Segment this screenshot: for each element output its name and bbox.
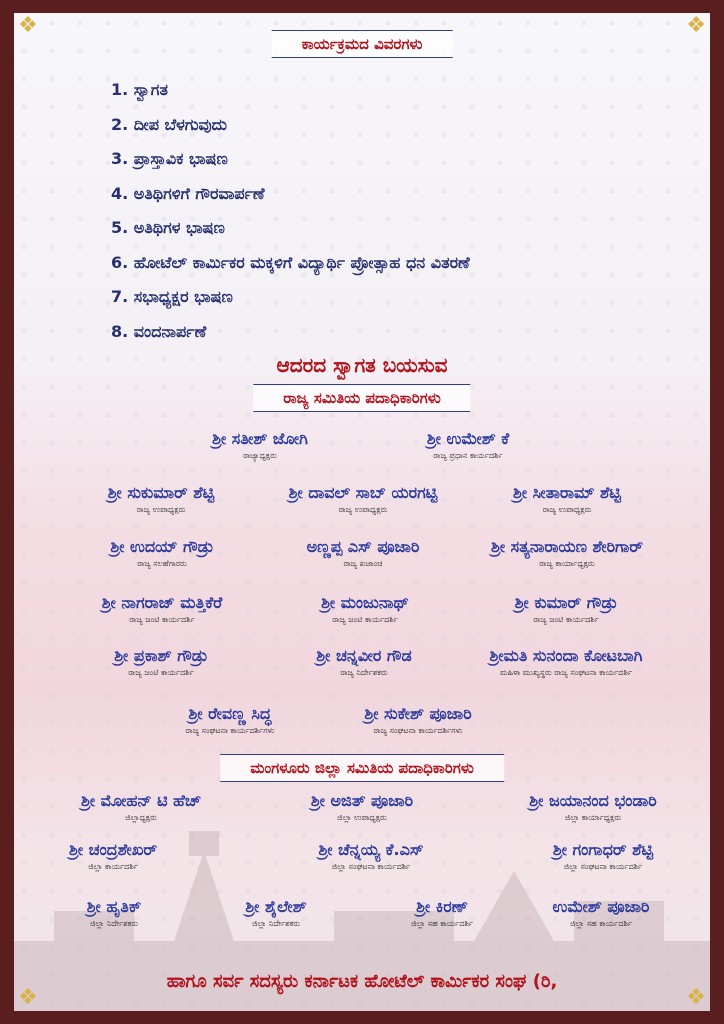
member-role: ರಾಜ್ಯಾಧ್ಯಕ್ಷರು bbox=[243, 451, 277, 460]
program-item: 7. ಸಭಾಧ್ಯಕ್ಷರ ಭಾಷಣ bbox=[111, 287, 233, 306]
member-role: ಜಿಲ್ಲಾ ನಿರ್ದೇಶಕರು bbox=[251, 919, 301, 928]
district-member bbox=[87, 896, 142, 930]
state-member bbox=[515, 592, 618, 626]
member-name: ಶ್ರೀ ದಾವಲ್ ಸಾಬ್ ಯರಗಟ್ಟಿ bbox=[288, 483, 438, 502]
state-committee-heading: ರಾಜ್ಯ ಸಮಿತಿಯ ಪದಾಧಿಕಾರಿಗಳು bbox=[253, 384, 470, 412]
state-member bbox=[307, 536, 420, 570]
member-name: ಶ್ರೀ ಸತೀಶ್ ಜೋಗಿ bbox=[212, 429, 308, 448]
member-role: ರಾಜ್ಯ ಜಂಟಿ ಕಾರ್ಯದರ್ಶಿ bbox=[332, 615, 398, 624]
program-item: 2. ದೀಪ ಬೆಳಗುವುದು bbox=[111, 114, 228, 134]
member-name: ಉಮೇಶ್ ಪೂಜಾರಿ bbox=[552, 897, 650, 916]
district-member bbox=[553, 839, 653, 873]
member-name: ಶ್ರೀ ಚಂದ್ರಶೇಖರ್ bbox=[68, 840, 158, 859]
state-member bbox=[491, 536, 643, 570]
member-name: ಶ್ರೀ ಚನ್ನವೀರ ಗೌಡ bbox=[316, 646, 412, 665]
district-member bbox=[311, 790, 413, 824]
member-name: ಶ್ರೀ ಪ್ರಕಾಶ್ ಗೌಡ್ರು bbox=[114, 646, 208, 665]
state-member bbox=[321, 592, 409, 626]
member-role: ಜಿಲ್ಲಾ ಕಾರ್ಯದರ್ಶಿ bbox=[88, 862, 138, 871]
member-name: ಶ್ರೀ ಜಯಾನಂದ ಭಂಡಾರಿ bbox=[529, 791, 657, 810]
corner-ornament-icon: ❖ bbox=[686, 985, 706, 1010]
member-role: ರಾಜ್ಯ ಉಪಾಧ್ಯಕ್ಷರು bbox=[338, 505, 388, 514]
state-member bbox=[108, 482, 215, 516]
district-member bbox=[245, 896, 306, 930]
invitation-panel bbox=[14, 13, 710, 1011]
program-item: 6. ಹೋಟೆಲ್ ಕಾರ್ಮಿಕರ ಮಕ್ಕಳಿಗೆ ವಿದ್ಯಾರ್ಥಿ ಪ್ರೋತ್ಸಾಹ ಧನ ವಿತರಣೆ bbox=[111, 252, 470, 272]
program-item: 8. ವಂದನಾರ್ಪಣೆ bbox=[111, 321, 207, 341]
member-role: ಜಿಲ್ಲಾ ಸಂಘಟನಾ ಕಾರ್ಯದರ್ಶಿ bbox=[563, 862, 643, 871]
member-name: ಶ್ರೀ ಶೈಲೇಶ್ bbox=[245, 897, 307, 916]
member-name: ಶ್ರೀ ಹೃತಿಕ್ bbox=[86, 897, 142, 916]
member-role: ರಾಜ್ಯ ಪ್ರಧಾನ ಕಾರ್ಯದರ್ಶಿ bbox=[433, 451, 503, 460]
district-member bbox=[529, 790, 656, 824]
member-role: ರಾಜ್ಯ ಜಂಟಿ ಕಾರ್ಯದರ್ಶಿ bbox=[129, 615, 195, 624]
member-role: ರಾಜ್ಯ ಖಜಾಂಚಿ bbox=[343, 559, 383, 568]
member-role: ಜಿಲ್ಲಾ ಕಾರ್ಯಾಧ್ಯಕ್ಷರು bbox=[564, 813, 622, 822]
member-role: ಜಿಲ್ಲಾ ಸಹ ಕಾರ್ಯದರ್ಶಿ bbox=[569, 919, 633, 928]
member-role: ರಾಜ್ಯ ಸಂಘಟನಾ ಕಾರ್ಯದರ್ಶಿಗಳು bbox=[185, 726, 275, 735]
member-role: ರಾಜ್ಯ ಜಂಟಿ ಕಾರ್ಯದರ್ಶಿ bbox=[128, 668, 194, 677]
member-name: ಶ್ರೀ ಉಮೇಶ್ ಕೆ bbox=[426, 429, 510, 448]
member-name: ಅಣ್ಣಪ್ಪ ಎಸ್ ಪೂಜಾರಿ bbox=[306, 537, 420, 556]
district-member bbox=[69, 839, 157, 873]
member-name: ಶ್ರೀ ಸೀತಾರಾಮ್ ಶೆಟ್ಟಿ bbox=[513, 483, 621, 502]
state-member bbox=[212, 428, 308, 462]
member-role: ಮಹಿಳಾ ಮುಖ್ಯಸ್ಥರು ರಾಜ್ಯ ಸಂಘಟನಾ ಕಾರ್ಯದರ್ಶಿ bbox=[499, 668, 633, 677]
member-name: ಶ್ರೀ ಸುಕೇಶ್ ಪೂಜಾರಿ bbox=[364, 704, 472, 723]
state-member bbox=[102, 592, 222, 626]
state-member bbox=[114, 645, 208, 679]
program-item: 4. ಅತಿಥಿಗಳಿಗೆ ಗೌರವಾರ್ಪಣೆ bbox=[111, 183, 265, 203]
member-role: ರಾಜ್ಯ ಕಾರ್ಯಾಧ್ಯಕ್ಷರು bbox=[539, 559, 595, 568]
member-role: ಜಿಲ್ಲಾ ಉಪಾಧ್ಯಕ್ಷರು bbox=[337, 813, 387, 822]
program-heading: ಕಾರ್ಯಕ್ರಮದ ವಿವರಗಳು bbox=[272, 30, 453, 58]
member-name: ಶ್ರೀ ಮೋಹನ್ ಟಿ ಹೆಚ್ bbox=[81, 791, 201, 810]
member-name: ಶ್ರೀ ಗಂಗಾಧರ್ ಶೆಟ್ಟಿ bbox=[552, 840, 654, 859]
member-role: ರಾಜ್ಯ ಸಲಹೆಗಾರರು bbox=[137, 559, 187, 568]
state-member bbox=[289, 482, 438, 516]
program-item: 3. ಪ್ರಾಸ್ತಾವಿಕ ಭಾಷಣ bbox=[111, 149, 228, 168]
corner-ornament-icon: ❖ bbox=[18, 13, 38, 38]
footer-text: ಹಾಗೂ ಸರ್ವ ಸದಸ್ಯರು ಕರ್ನಾಟಕ ಹೋಟೆಲ್ ಕಾರ್ಮಿಕರ ಸಂಘ (ರಿ, bbox=[166, 971, 558, 992]
member-name: ಶ್ರೀ ಅಜಿತ್ ಪೂಜಾರಿ bbox=[310, 791, 414, 810]
member-role: ಜಿಲ್ಲಾ ನಿರ್ದೇಶಕರು bbox=[89, 919, 139, 928]
member-role: ರಾಜ್ಯ ನಿರ್ದೇಶಕರು bbox=[340, 668, 388, 677]
state-member bbox=[364, 703, 471, 737]
welcome-heading: ಆದರದ ಸ್ವಾಗತ ಬಯಸುವ bbox=[276, 353, 448, 377]
state-member bbox=[427, 428, 509, 462]
member-role: ಜಿಲ್ಲಾ ಸಂಘಟನಾ ಕಾರ್ಯದರ್ಶಿ bbox=[331, 862, 411, 871]
state-member bbox=[186, 703, 275, 737]
state-member bbox=[316, 645, 411, 679]
member-name: ಶ್ರೀ ಮಂಜುನಾಥ್ bbox=[321, 593, 409, 612]
state-member bbox=[490, 645, 643, 679]
program-item: 1. ಸ್ವಾಗತ bbox=[111, 80, 168, 99]
district-member bbox=[81, 790, 201, 824]
member-name: ಶ್ರೀ ಕಿರಣ್ bbox=[416, 897, 468, 916]
program-list bbox=[111, 73, 470, 349]
member-role: ರಾಜ್ಯ ಉಪಾಧ್ಯಕ್ಷರು bbox=[542, 505, 592, 514]
member-role: ರಾಜ್ಯ ಜಂಟಿ ಕಾರ್ಯದರ್ಶಿ bbox=[533, 615, 599, 624]
district-member bbox=[318, 839, 423, 873]
state-member bbox=[513, 482, 621, 516]
member-name: ಶ್ರೀ ಚೆನ್ನಯ್ಯ ಕೆ.ಎಸ್ bbox=[318, 840, 424, 859]
member-role: ಜಿಲ್ಲಾಧ್ಯಕ್ಷರು bbox=[125, 813, 157, 822]
member-name: ಶ್ರೀ ಉದಯ್ ಗೌಡ್ರು bbox=[110, 537, 214, 556]
member-name: ಶ್ರೀ ರೇವಣ್ಣ ಸಿದ್ಧ bbox=[188, 704, 272, 723]
member-role: ರಾಜ್ಯ ಉಪಾಧ್ಯಕ್ಷರು bbox=[136, 505, 186, 514]
member-role: ಜಿಲ್ಲಾ ಸಹ ಕಾರ್ಯದರ್ಶಿ bbox=[410, 919, 474, 928]
member-name: ಶ್ರೀ ಸುಕುಮಾರ್ ಶೆಟ್ಟಿ bbox=[107, 483, 215, 502]
member-role: ರಾಜ್ಯ ಸಂಘಟನಾ ಕಾರ್ಯದರ್ಶಿಗಳು bbox=[373, 726, 463, 735]
district-committee-heading: ಮಂಗಳೂರು ಜಿಲ್ಲಾ ಸಮಿತಿಯ ಪದಾಧಿಕಾರಿಗಳು bbox=[220, 754, 504, 782]
district-member bbox=[411, 896, 473, 930]
member-name: ಶ್ರೀಮತಿ ಸುನಂದಾ ಕೋಟಬಾಗಿ bbox=[489, 646, 643, 665]
member-name: ಶ್ರೀ ಕುಮಾರ್ ಗೌಡ್ರು bbox=[514, 593, 618, 612]
program-item: 5. ಅತಿಥಿಗಳ ಭಾಷಣ bbox=[111, 218, 225, 237]
state-member bbox=[110, 536, 213, 570]
corner-ornament-icon: ❖ bbox=[686, 13, 706, 38]
district-member bbox=[553, 896, 650, 930]
corner-ornament-icon: ❖ bbox=[18, 985, 38, 1010]
member-name: ಶ್ರೀ ನಾಗರಾಜ್ ಮತ್ತಿಕೆರೆ bbox=[101, 593, 223, 612]
member-name: ಶ್ರೀ ಸತ್ಯನಾರಾಯಣ ಶೇರಿಗಾರ್ bbox=[491, 537, 643, 556]
